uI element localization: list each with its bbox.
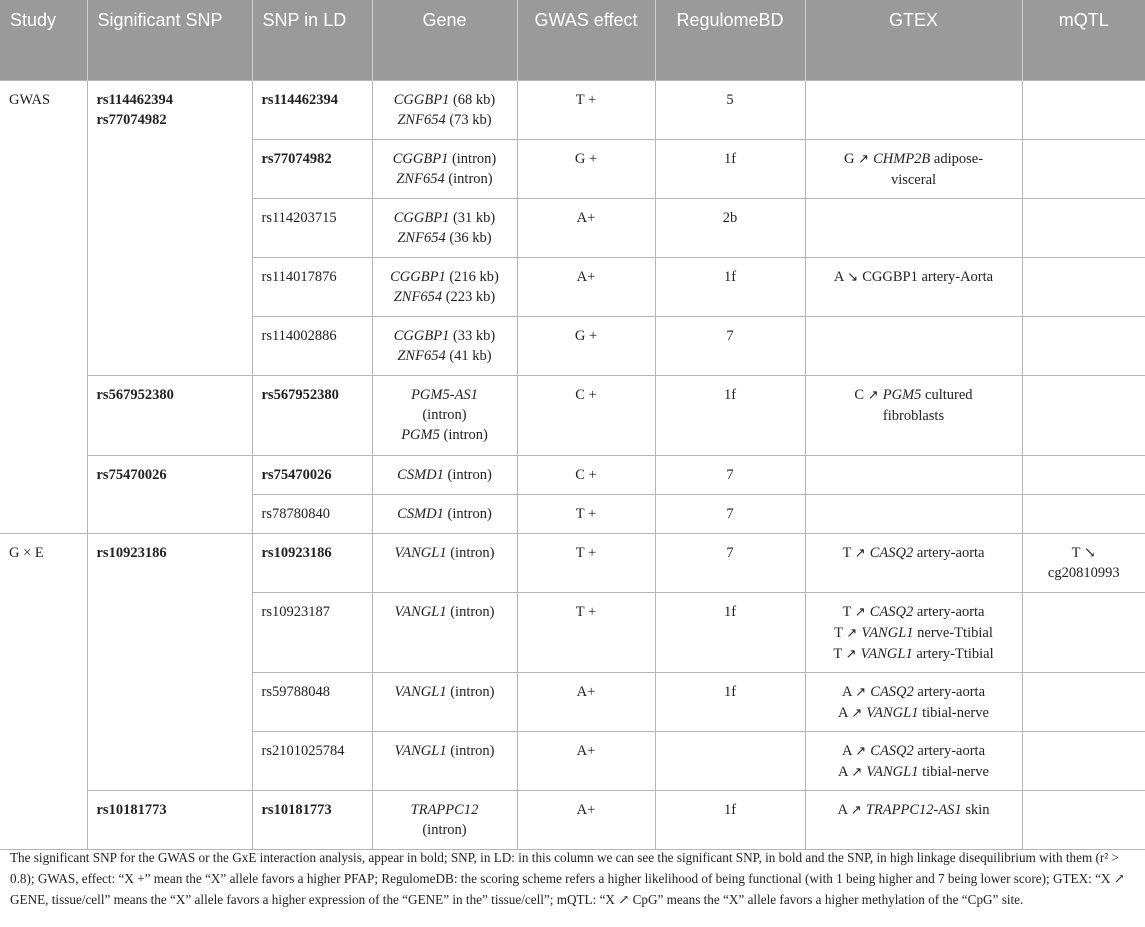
gene-line [382,543,508,563]
gwas-effect: G + [574,151,598,167]
gtex-tissue: artery-aorta [913,545,985,561]
snp-in-ld: rs59788048 [261,684,330,700]
regulomebd-cell [655,258,805,317]
header-mqtl: mQTL [1022,0,1145,81]
gtex-gene: CASQ2 [870,684,914,700]
gtex-cell [805,456,1022,495]
gwas-effect: A+ [576,684,596,700]
gene-line [382,228,508,248]
gene-line [382,346,508,366]
gene-location: (68 kb) [449,92,496,108]
significant-snp: rs77074982 [96,112,167,128]
arrow-up-right-icon: ↗ [851,765,867,780]
gtex-allele: C [854,387,868,403]
gtex-allele: A [833,269,848,285]
gene-location: (31 kb) [449,210,496,226]
mqtl-cell [1022,140,1145,199]
regulomebd-cell [655,673,805,732]
gwas-effect: A+ [576,269,596,285]
gtex-gene: CHMP2B [873,151,931,167]
regulomebd-cell [655,456,805,495]
snp-in-ld-cell [252,199,372,258]
table-body [0,81,1145,850]
regulomebd-cell [655,593,805,673]
gene-name: ZNF654 [393,289,443,305]
gtex-tissue: nerve-Ttibial [913,625,993,641]
table-row [0,791,1145,850]
gene-cell [372,534,517,593]
gwas-effect-cell [517,140,655,199]
snp-in-ld-cell [252,593,372,673]
snp-in-ld-cell [252,81,372,140]
gtex-allele: T [842,545,855,561]
gene-line [382,169,508,189]
gtex-tissue: artery-aorta [913,684,986,700]
gwas-effect: T + [575,506,597,522]
gtex-line [815,267,1013,288]
study-label: G × E [9,545,44,561]
gene-name: VANGL1 [394,743,447,759]
gtex-tissue: visceral [890,172,937,188]
gene-cell [372,258,517,317]
gene-line [382,425,508,445]
gene-line [382,682,508,702]
gene-cell [372,199,517,258]
gene-line [382,800,508,820]
mqtl-cell [1022,81,1145,140]
gene-cell [372,495,517,534]
gene-location: (intron) [446,684,495,700]
regulomebd-cell [655,376,805,456]
gwas-effect: T + [575,545,597,561]
regulomebd-score: 7 [726,467,734,483]
mqtl-cell [1022,791,1145,850]
gtex-line [815,682,1013,703]
gtex-allele: A [838,705,852,721]
gene-line [382,90,508,110]
gtex-cell [805,673,1022,732]
gwas-effect-cell [517,791,655,850]
mqtl-cell [1022,495,1145,534]
mqtl-cell [1022,534,1145,593]
gene-name: CSMD1 [397,506,444,522]
gene-location: (intron) [443,506,492,522]
gwas-effect: T + [575,92,597,108]
header-study: Study [0,0,87,81]
gwas-effect-cell [517,81,655,140]
gtex-cell [805,791,1022,850]
significant-snp: rs567952380 [96,387,174,403]
gene-line [382,405,508,425]
regulomebd-score: 7 [726,545,734,561]
gtex-line [815,385,1013,406]
gene-location: (36 kb) [445,230,492,246]
gtex-gene: CASQ2 [869,604,914,620]
snp-in-ld-cell [252,673,372,732]
gtex-cell [805,317,1022,376]
snp-in-ld: rs114203715 [261,210,337,226]
gwas-effect: A+ [576,210,596,226]
regulomebd-cell [655,791,805,850]
snp-in-ld-cell [252,317,372,376]
significant-snp: rs10923186 [96,545,167,561]
regulomebd-cell [655,534,805,593]
gtex-allele: A [841,684,856,700]
snp-in-ld: rs10923187 [261,604,330,620]
mqtl-cell [1022,199,1145,258]
mqtl-cell [1022,593,1145,673]
gtex-tissue: fibroblasts [882,408,945,424]
gtex-line [815,741,1013,762]
gtex-allele: T [834,625,847,641]
gene-name: TRAPPC12 [410,802,479,818]
table-row [0,376,1145,456]
gtex-line [815,623,1013,644]
gtex-tissue: artery-Ttibial [912,646,994,662]
gtex-cell [805,81,1022,140]
regulomebd-score: 1f [723,604,737,620]
gene-name: VANGL1 [394,604,447,620]
snp-in-ld-cell [252,456,372,495]
snp-in-ld-cell [252,495,372,534]
gwas-effect-cell [517,732,655,791]
gene-name: ZNF654 [397,230,446,246]
snp-in-ld-cell [252,376,372,456]
gene-location: (41 kb) [445,348,492,364]
gene-cell [372,456,517,495]
gtex-line [815,762,1013,783]
arrow-up-right-icon: ↗ [846,626,862,641]
gtex-line [815,644,1013,665]
gene-cell [372,317,517,376]
mqtl-value: cg20810993 [1047,565,1120,581]
gene-line [382,820,508,840]
gene-line [382,208,508,228]
gtex-allele: A [837,802,851,818]
table-row [0,81,1145,140]
gene-location: (intron) [443,467,492,483]
gtex-cell [805,258,1022,317]
arrow-up-right-icon: ↗ [858,152,874,167]
gene-line [382,149,508,169]
arrow-up-right-icon: ↗ [851,706,867,721]
regulomebd-score: 1f [723,151,737,167]
gene-name: VANGL1 [394,684,447,700]
gene-name: CGGBP1 [393,92,450,108]
regulomebd-score: 1f [723,269,737,285]
table-row [0,534,1145,593]
gtex-tissue: CGGBP1 artery-Aorta [862,269,994,285]
table-row [0,456,1145,495]
gene-line [382,267,508,287]
gtex-line [815,800,1013,821]
gene-name: CGGBP1 [390,269,446,285]
gene-cell [372,673,517,732]
gene-name: ZNF654 [397,348,446,364]
gene-location: (intron) [448,151,497,167]
gene-cell [372,593,517,673]
header-gwas-effect: GWAS effect [517,0,655,81]
mqtl-cell [1022,456,1145,495]
gene-cell [372,140,517,199]
gene-name: CSMD1 [397,467,444,483]
significant-snp-cell [87,376,252,456]
significant-snp-cell [87,791,252,850]
gene-name: VANGL1 [394,545,447,561]
gtex-gene: VANGL1 [860,646,913,662]
snp-in-ld: rs10923186 [261,545,332,561]
gene-location: (216 kb) [445,269,499,285]
gtex-cell [805,495,1022,534]
arrow-up-right-icon: ↗ [854,546,870,561]
gene-cell [372,732,517,791]
gwas-effect-cell [517,495,655,534]
gtex-cell [805,593,1022,673]
regulomebd-score: 1f [723,387,737,403]
gtex-tissue: adipose- [930,151,984,167]
gwas-effect-cell [517,593,655,673]
gene-name: CGGBP1 [393,210,450,226]
gene-line [382,504,508,524]
regulomebd-score: 1f [723,684,737,700]
mqtl-cell [1022,258,1145,317]
gtex-line [815,406,1013,426]
regulomebd-score: 1f [723,802,737,818]
snp-in-ld-cell [252,258,372,317]
gwas-effect: A+ [576,802,596,818]
mqtl-cell [1022,732,1145,791]
gtex-line [815,543,1013,564]
footnote: The significant SNP for the GWAS or the GxE interaction analysis, appear in bold; SNP, in LD: in this column we can see the significant SNP, in bold and the SNP, in high linkage disequilibrium with them (r² > 0.8); GWAS, effect: “X +” mean the “X” allele favors a higher PFAP; RegulomeDB: the scoring scheme refers a higher likelihood of being functional (with 1 being higher and 7 being lower score); GTEX: “X ↗ GENE, tissue/cell” means the “X” allele favors a higher expression of the “GENE” in the” tissue/cell”; mQTL: “X ↗ CpG” means the “X” allele favors a higher methylation of the “CpG” site. [10,850,1125,907]
header-row [0,0,1145,81]
study-cell [0,534,87,850]
arrow-up-right-icon: ↗ [867,388,883,403]
gene-cell [372,791,517,850]
study-label: GWAS [9,92,51,108]
gtex-gene: VANGL1 [866,764,919,780]
mqtl-cell [1022,317,1145,376]
gwas-effect-cell [517,317,655,376]
header-significant-snp: Significant SNP [87,0,252,81]
snp-in-ld: rs114002886 [261,328,337,344]
regulomebd-score: 5 [726,92,734,108]
gwas-effect-cell [517,673,655,732]
regulomebd-cell [655,317,805,376]
gene-location: (intron) [444,171,493,187]
gtex-cell [805,199,1022,258]
gtex-gene: CASQ2 [870,743,914,759]
snp-in-ld: rs78780840 [261,506,330,522]
gene-line [382,287,508,307]
snp-in-ld: rs114462394 [261,92,339,108]
regulomebd-cell [655,495,805,534]
gwas-effect-cell [517,456,655,495]
significant-snp-cell [87,534,252,791]
gwas-effect: C + [575,467,597,483]
gene-name: CGGBP1 [393,328,450,344]
gtex-tissue: artery-aorta [913,604,985,620]
arrow-up-right-icon: ↗ [854,605,870,620]
gene-line [382,110,508,130]
gene-location: (73 kb) [445,112,492,128]
gtex-tissue: skin [961,802,990,818]
snp-in-ld-cell [252,732,372,791]
arrow-up-right-icon: ↗ [845,647,861,662]
gtex-cell [805,732,1022,791]
gtex-tissue: cultured [921,387,973,403]
gtex-gene: VANGL1 [866,705,919,721]
gene-line [382,326,508,346]
regulomebd-cell [655,732,805,791]
gtex-tissue: artery-aorta [913,743,986,759]
regulomebd-score: 7 [726,506,734,522]
significant-snp: rs75470026 [96,467,167,483]
gene-line [382,741,508,761]
arrow-up-right-icon: ↗ [850,803,866,818]
gene-location: (intron) [446,604,495,620]
gtex-tissue: tibial-nerve [918,764,989,780]
gtex-line [815,149,1013,170]
gwas-effect-cell [517,376,655,456]
gtex-gene: CASQ2 [869,545,914,561]
significant-snp: rs10181773 [96,802,167,818]
snp-in-ld: rs77074982 [261,151,332,167]
gene-location: (intron) [422,822,467,838]
gene-line [382,385,508,405]
gwas-effect-cell [517,199,655,258]
gtex-gene: VANGL1 [861,625,914,641]
header-regulomebd: RegulomeBD [655,0,805,81]
gtex-line [815,602,1013,623]
gene-location: (223 kb) [442,289,496,305]
gwas-effect: G + [574,328,598,344]
regulomebd-cell [655,199,805,258]
gtex-allele: A [841,743,856,759]
gtex-line [815,703,1013,724]
gene-name: PGM5 [401,427,440,443]
gtex-cell [805,376,1022,456]
header-snp-in-ld: SNP in LD [252,0,372,81]
study-cell [0,81,87,534]
gene-location: (intron) [439,427,488,443]
gene-location: (33 kb) [449,328,496,344]
gene-cell [372,376,517,456]
gene-name: PGM5-AS1 [411,387,478,403]
significant-snp-cell [87,456,252,534]
gtex-allele: T [842,604,855,620]
gene-cell [372,81,517,140]
mqtl-cell [1022,673,1145,732]
gtex-gene: PGM5 [882,387,922,403]
gtex-tissue: tibial-nerve [918,705,989,721]
snp-in-ld: rs2101025784 [261,743,345,759]
gene-line [382,465,508,485]
regulomebd-score: 7 [726,328,734,344]
gtex-allele: G [843,151,859,167]
significant-snp-cell [87,81,252,376]
regulomebd-cell [655,81,805,140]
snp-in-ld-cell [252,534,372,593]
regulomebd-cell [655,140,805,199]
gwas-effect: T + [575,604,597,620]
gtex-allele: T [833,646,846,662]
gwas-effect-cell [517,534,655,593]
gtex-gene: TRAPPC12-AS1 [865,802,962,818]
regulomebd-score: 2b [722,210,738,226]
gtex-cell [805,140,1022,199]
gene-location: (intron) [446,545,495,561]
gwas-effect: C + [575,387,597,403]
arrow-up-right-icon: ↗ [855,685,871,700]
gene-line [382,602,508,622]
significant-snp: rs114462394 [96,92,174,108]
snp-in-ld-cell [252,140,372,199]
gtex-cell [805,534,1022,593]
gene-location: (intron) [446,743,495,759]
snp-in-ld: rs10181773 [261,802,332,818]
arrow-down-right-icon: ↘ [847,270,863,285]
gtex-line [815,170,1013,190]
gwas-effect-cell [517,258,655,317]
gwas-effect: A+ [576,743,596,759]
gtex-allele: A [838,764,852,780]
snp-in-ld: rs75470026 [261,467,332,483]
mqtl-cell [1022,376,1145,456]
snp-in-ld: rs567952380 [261,387,339,403]
gene-location: (intron) [422,407,467,423]
snp-in-ld-cell [252,791,372,850]
mqtl-value: T ↘ [1071,545,1096,561]
arrow-up-right-icon: ↗ [855,744,871,759]
gene-name: ZNF654 [397,112,446,128]
header-gtex: GTEX [805,0,1022,81]
header-gene: Gene [372,0,517,81]
gene-name: ZNF654 [396,171,445,187]
snp-in-ld: rs114017876 [261,269,337,285]
gene-name: CGGBP1 [392,151,449,167]
